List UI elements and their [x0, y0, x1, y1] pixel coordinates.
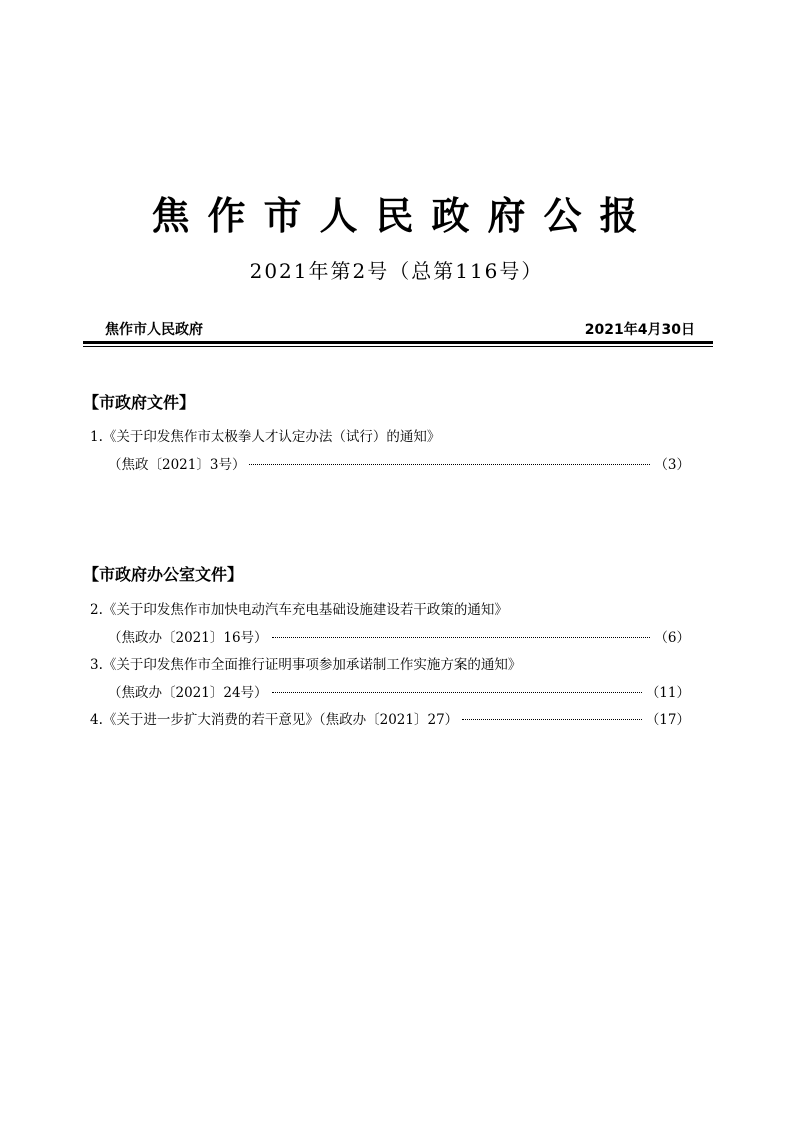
toc-entry-2-ref-line[interactable]: [108, 627, 690, 649]
dot-leader: [272, 692, 642, 693]
bulletin-title: 焦作市人民政府公报: [151, 194, 656, 238]
toc-entry-3-page: （11）: [645, 685, 690, 701]
toc-entry-4-title: 4.《关于进一步扩大消费的若干意见》（焦政办〔2021〕27）: [90, 712, 459, 728]
publisher-name: 焦作市人民政府: [105, 322, 203, 338]
section-heading-government-documents: 【市政府文件】: [83, 393, 196, 412]
publication-date: 2021年4月30日: [584, 322, 695, 338]
toc-entry-3-title[interactable]: 3.《关于印发焦作市全面推行证明事项参加承诺制工作实施方案的通知》: [90, 657, 522, 673]
toc-entry-1-title[interactable]: 1.《关于印发焦作市太极拳人才认定办法（试行）的通知》: [90, 429, 441, 445]
toc-entry-2-ref: （焦政办〔2021〕16号）: [108, 630, 268, 646]
toc-entry-3-ref: （焦政办〔2021〕24号）: [108, 685, 268, 701]
toc-entry-2-title[interactable]: 2.《关于印发焦作市加快电动汽车充电基础设施建设若干政策的通知》: [90, 602, 508, 618]
toc-entry-1-ref-line[interactable]: [108, 454, 690, 476]
toc-entry-2-page: （6）: [654, 630, 690, 646]
toc-entry-4-line[interactable]: [90, 709, 690, 731]
dot-leader: [272, 637, 651, 638]
toc-entry-1-ref: （焦政〔2021〕3号）: [108, 457, 246, 473]
toc-entry-4-page: （17）: [645, 712, 690, 728]
masthead: [83, 317, 713, 341]
masthead-rule-thin: [83, 346, 713, 347]
issue-number: 2021年第2号（总第116号）: [249, 259, 544, 283]
dot-leader: [249, 464, 650, 465]
section-heading-office-documents: 【市政府办公室文件】: [83, 565, 244, 584]
toc-entry-3-ref-line[interactable]: [108, 682, 690, 704]
dot-leader: [462, 719, 642, 720]
masthead-rule-thick: [83, 341, 713, 344]
toc-entry-1-page: （3）: [654, 457, 690, 473]
